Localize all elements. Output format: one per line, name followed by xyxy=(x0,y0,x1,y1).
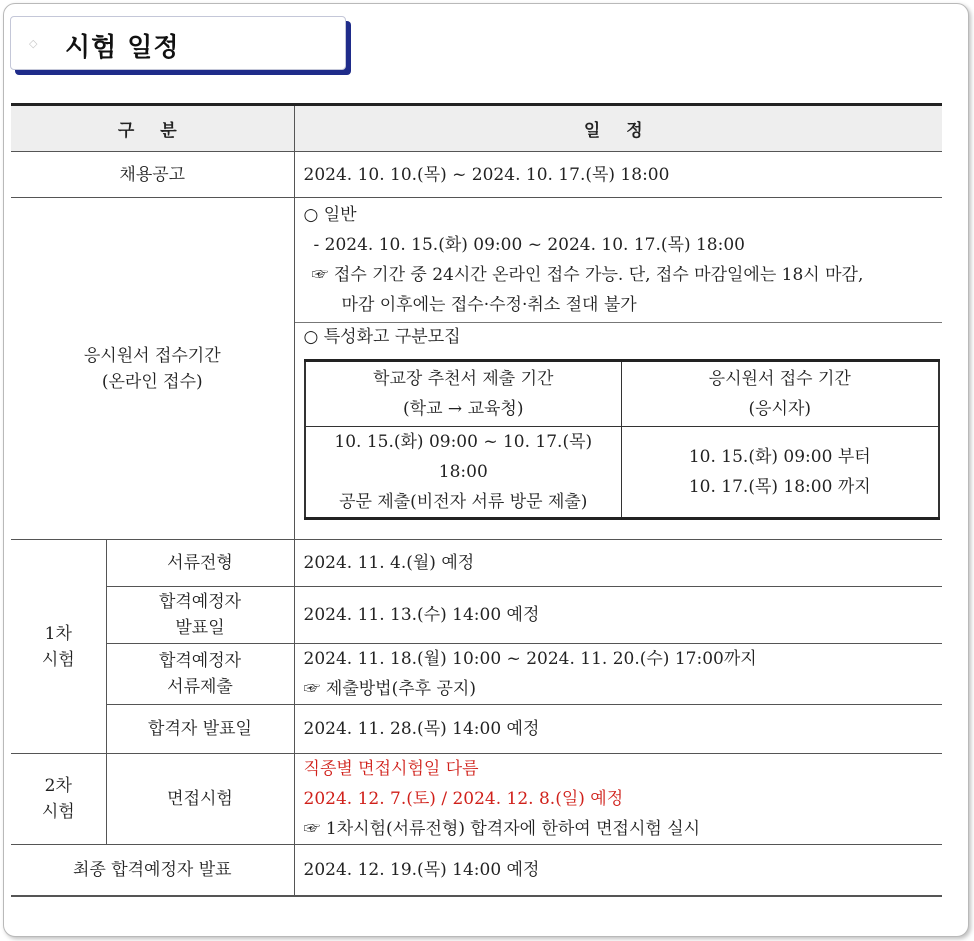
special-section xyxy=(295,322,943,520)
general-note-line2: 마감 이후에는 접수·수정·취소 절대 불가 xyxy=(341,295,637,315)
first-exam-value: 2024. 11. 18.(월) 10:00 ~ 2024. 11. 20.(수) 17:00까지 ☞ 제출방법(추후 공지) xyxy=(294,644,942,705)
table-row-second-exam xyxy=(11,754,942,845)
special-recruitment-table xyxy=(304,359,940,520)
table-header-row xyxy=(11,105,942,152)
second-exam-label: 2차 시험 xyxy=(11,754,106,845)
inner-value-recommendation: 10. 15.(화) 09:00 ~ 10. 17.(목) 18:00 공문 제출(비전자 서류 방문 제출) xyxy=(305,427,622,519)
first-exam-sub-label: 합격자 발표일 xyxy=(106,705,294,754)
first-exam-label: 1차 시험 xyxy=(11,540,106,754)
table-row-first-exam-result xyxy=(11,705,942,754)
first-exam-value: 2024. 11. 28.(목) 14:00 예정 xyxy=(294,705,942,754)
table-row-first-exam-announce xyxy=(11,587,942,644)
recruit-notice-label: 채용공고 xyxy=(11,152,294,198)
inner-header-application: 응시원서 접수 기간 (응시자) xyxy=(622,361,939,427)
general-period: - 2024. 10. 15.(화) 09:00 ~ 2024. 10. 17.(목) 18:00 xyxy=(313,235,745,255)
section-title-box xyxy=(10,16,346,70)
interview-dates-red: 2024. 12. 7.(토) / 2024. 12. 8.(일) 예정 xyxy=(303,789,624,809)
table-row-first-exam-docs xyxy=(11,540,942,587)
first-exam-sub-label: 합격예정자 발표일 xyxy=(106,587,294,644)
final-value: 2024. 12. 19.(목) 14:00 예정 xyxy=(294,845,942,896)
table-row-final xyxy=(11,845,942,896)
general-heading: ○ 일반 xyxy=(303,205,357,225)
recruit-notice-value: 2024. 10. 10.(목) ~ 2024. 10. 17.(목) 18:00 xyxy=(294,152,942,198)
header-category: 구 분 xyxy=(11,105,294,152)
interview-note-red: 직종별 면접시험일 다름 xyxy=(303,759,479,779)
inner-value-application: 10. 15.(화) 09:00 부터 10. 17.(목) 18:00 까지 xyxy=(622,427,939,519)
first-exam-sub-label: 서류전형 xyxy=(106,540,294,587)
table-row-recruit-notice xyxy=(11,152,942,198)
title-bullet-icon: ◇ xyxy=(29,37,38,50)
second-exam-value xyxy=(294,754,942,845)
first-exam-value: 2024. 11. 13.(수) 14:00 예정 xyxy=(294,587,942,644)
application-label: 응시원서 접수기간 (온라인 접수) xyxy=(11,198,294,540)
table-row-first-exam-submit xyxy=(11,644,942,705)
first-exam-sub-label: 합격예정자 서류제출 xyxy=(106,644,294,705)
inner-header-recommendation: 학교장 추천서 제출 기간 (학교 → 교육청) xyxy=(305,361,622,427)
special-heading: ○ 특성화고 구분모집 xyxy=(303,327,461,347)
interview-note: ☞ 1차시험(서류전형) 합격자에 한하여 면접시험 실시 xyxy=(303,819,701,839)
table-row-application xyxy=(11,198,942,540)
header-schedule: 일 정 xyxy=(294,105,942,152)
second-exam-sub-label: 면접시험 xyxy=(106,754,294,845)
application-detail xyxy=(294,198,942,540)
general-note-line1: ☞ 접수 기간 중 24시간 온라인 접수 가능. 단, 접수 마감일에는 18시 마감, xyxy=(311,265,864,285)
final-label: 최종 합격예정자 발표 xyxy=(11,845,294,896)
page-title: 시험 일정 xyxy=(65,33,180,63)
first-exam-value: 2024. 11. 4.(월) 예정 xyxy=(294,540,942,587)
exam-schedule-table xyxy=(11,103,942,897)
